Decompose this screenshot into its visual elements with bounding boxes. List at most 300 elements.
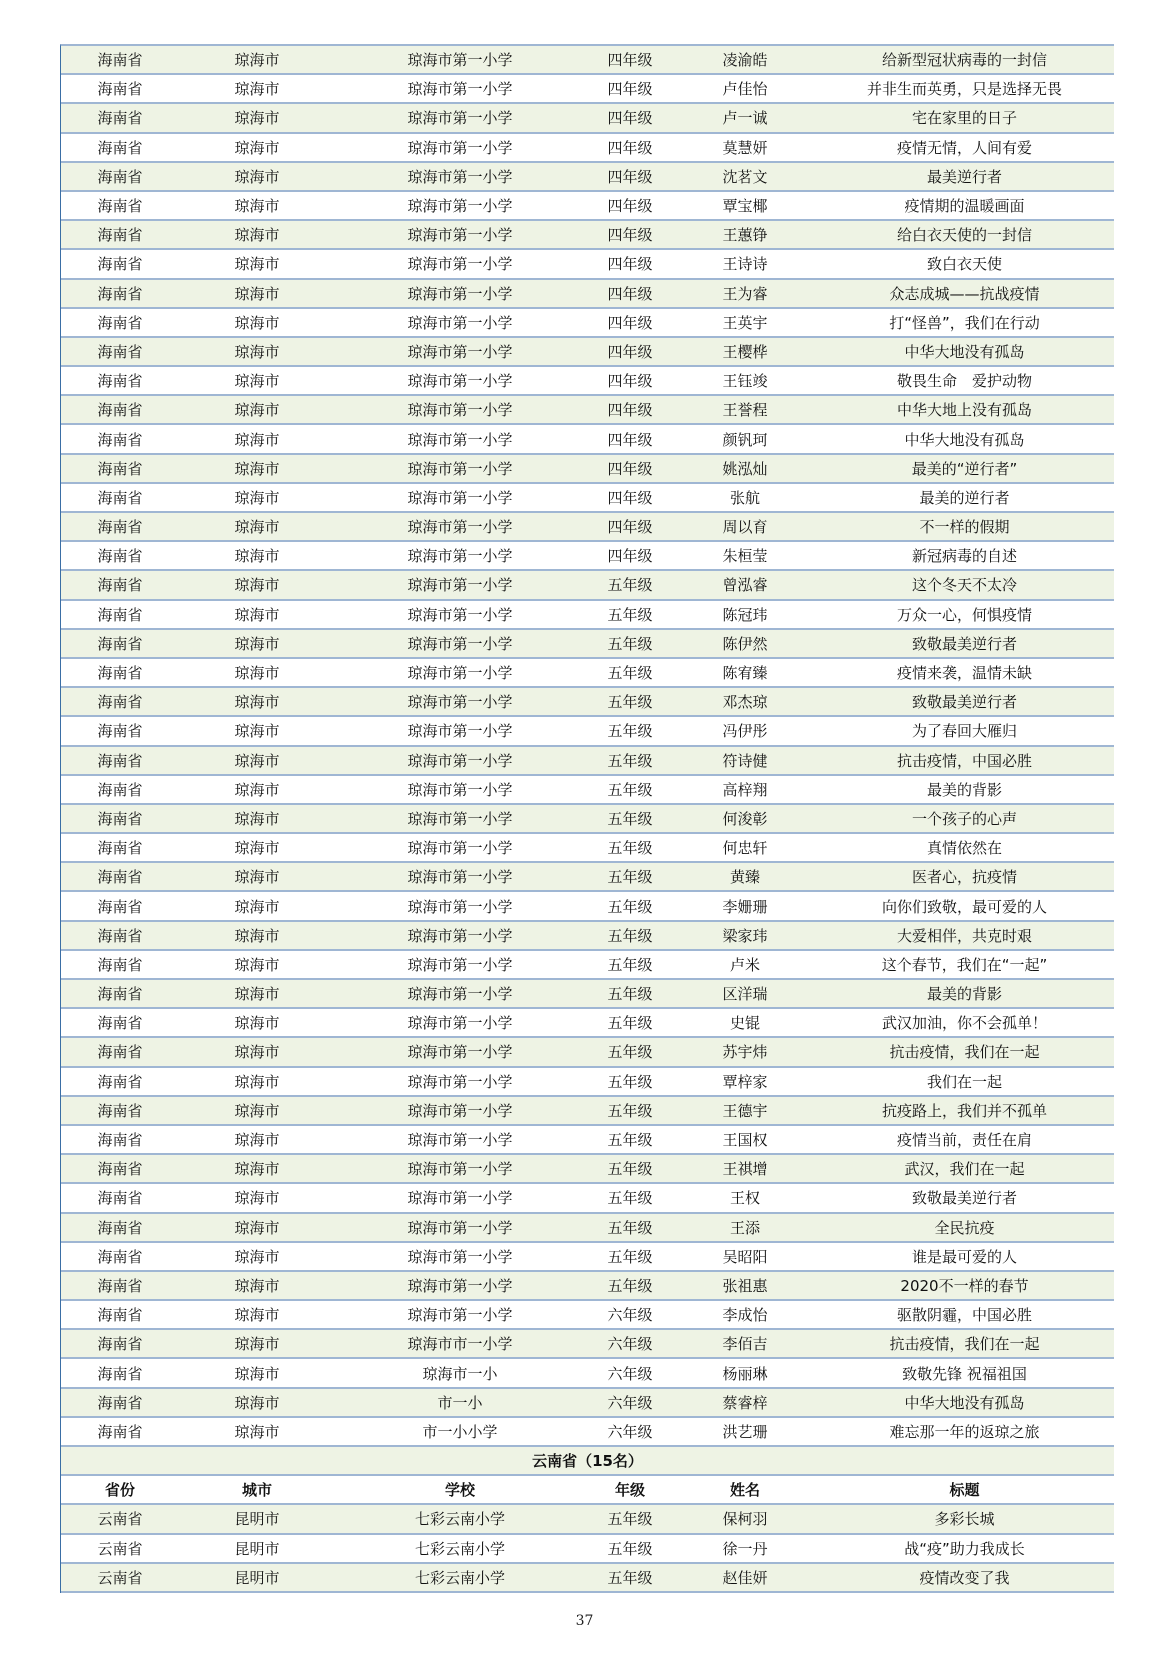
grade-cell: 五年级 [607,955,653,974]
title-cell: 向你们致敬，最可爱的人 [881,897,1047,916]
grade-cell: 四年级 [607,226,653,245]
name-cell: 王为睿 [722,284,768,303]
name-cell: 覃宝椰 [722,197,768,216]
table-row [61,922,1114,951]
city-cell: 琼海市 [234,985,280,1004]
title-cell: 2020不一样的春节 [900,1276,1029,1295]
province-cell: 海南省 [97,1247,143,1266]
title-cell: 谁是最可爱的人 [911,1247,1017,1266]
name-cell: 姚泓灿 [722,459,768,478]
city-cell: 琼海市 [234,167,280,186]
table-row [61,1155,1114,1184]
name-cell: 莫慧妍 [722,138,768,157]
page-number: 37 [575,1613,594,1629]
grade-cell: 四年级 [607,488,653,507]
school-cell: 琼海市第一小学 [407,693,513,712]
grade-cell: 六年级 [607,1422,653,1441]
school-cell: 琼海市第一小学 [407,839,513,858]
name-cell: 曾泓睿 [722,576,768,595]
table-row [61,1359,1114,1388]
name-cell: 洪艺珊 [722,1422,768,1441]
table-row [61,455,1114,484]
school-cell: 琼海市第一小学 [407,664,513,683]
name-cell: 王国权 [722,1131,768,1150]
name-cell: 卢佳怡 [722,80,768,99]
table-row [61,1535,1114,1564]
school-cell: 琼海市第一小学 [407,605,513,624]
grade-cell: 四年级 [607,80,653,99]
table-row [61,542,1114,571]
title-cell: 医者心，抗疫情 [911,868,1017,887]
grade-cell: 五年级 [607,751,653,770]
grade-cell: 五年级 [607,1510,653,1529]
school-cell: 琼海市第一小学 [407,51,513,70]
title-cell: 我们在一起 [926,1072,1002,1091]
school-cell: 七彩云南小学 [414,1539,505,1558]
city-cell: 琼海市 [234,372,280,391]
title-cell: 致敬最美逆行者 [911,634,1017,653]
school-cell: 琼海市第一小学 [407,1276,513,1295]
column-header: 年级 [614,1481,645,1500]
grade-cell: 四年级 [607,109,653,128]
table-row [61,688,1114,717]
school-cell: 琼海市第一小学 [407,897,513,916]
column-header: 姓名 [729,1481,760,1500]
title-cell: 最美逆行者 [926,167,1002,186]
province-cell: 海南省 [97,751,143,770]
city-cell: 琼海市 [234,255,280,274]
school-cell: 琼海市市一小学 [407,1335,513,1354]
column-header: 城市 [241,1481,272,1500]
grade-cell: 五年级 [607,780,653,799]
grade-cell: 五年级 [607,926,653,945]
province-cell: 海南省 [97,1043,143,1062]
school-cell: 琼海市第一小学 [407,488,513,507]
city-cell: 琼海市 [234,284,280,303]
grade-cell: 五年级 [607,1568,653,1587]
school-cell: 琼海市第一小学 [407,372,513,391]
school-cell: 七彩云南小学 [414,1568,505,1587]
province-cell: 海南省 [97,109,143,128]
award-list-table [60,44,1114,1593]
province-cell: 海南省 [97,255,143,274]
city-cell: 琼海市 [234,547,280,566]
school-cell: 琼海市第一小学 [407,985,513,1004]
school-cell: 琼海市第一小学 [407,780,513,799]
grade-cell: 五年级 [607,839,653,858]
name-cell: 保柯羽 [722,1510,768,1529]
school-cell: 琼海市第一小学 [407,197,513,216]
title-cell: 武汉，我们在一起 [904,1160,1025,1179]
table-row [61,46,1114,75]
city-cell: 琼海市 [234,1393,280,1412]
province-cell: 海南省 [97,605,143,624]
table-row [61,1389,1114,1418]
province-cell: 海南省 [97,313,143,332]
title-cell: 抗击疫情，我们在一起 [889,1335,1040,1354]
province-cell: 海南省 [97,518,143,537]
name-cell: 高梓翔 [722,780,768,799]
name-cell: 赵佳妍 [722,1568,768,1587]
table-row [61,1301,1114,1330]
table-row [61,1418,1114,1447]
city-cell: 琼海市 [234,809,280,828]
table-row [61,1214,1114,1243]
table-row [61,250,1114,279]
province-cell: 海南省 [97,401,143,420]
school-cell: 七彩云南小学 [414,1510,505,1529]
name-cell: 王诗诗 [722,255,768,274]
school-cell: 琼海市第一小学 [407,576,513,595]
city-cell: 琼海市 [234,1276,280,1295]
name-cell: 黄臻 [729,868,760,887]
title-cell: 敬畏生命 爱护动物 [896,372,1032,391]
grade-cell: 五年级 [607,1043,653,1062]
province-cell: 海南省 [97,868,143,887]
name-cell: 张航 [729,488,760,507]
city-cell: 琼海市 [234,488,280,507]
title-cell: 难忘那一年的返琼之旅 [889,1422,1040,1441]
province-cell: 云南省 [97,1568,143,1587]
school-cell: 琼海市第一小学 [407,167,513,186]
city-cell: 琼海市 [234,926,280,945]
table-row [61,717,1114,746]
school-cell: 琼海市第一小学 [407,1218,513,1237]
province-cell: 海南省 [97,1364,143,1383]
grade-cell: 四年级 [607,197,653,216]
title-cell: 打“怪兽”，我们在行动 [889,313,1040,332]
name-cell: 王德宇 [722,1101,768,1120]
name-cell: 王英宇 [722,313,768,332]
table-row [61,1330,1114,1359]
name-cell: 何浚彰 [722,809,768,828]
grade-cell: 五年级 [607,1014,653,1033]
grade-cell: 五年级 [607,1101,653,1120]
table-row [61,892,1114,921]
table-row [61,863,1114,892]
table-row [61,571,1114,600]
title-cell: 中华大地上没有孤岛 [896,401,1032,420]
school-cell: 琼海市第一小学 [407,1189,513,1208]
school-cell: 琼海市第一小学 [407,80,513,99]
table-row [61,980,1114,1009]
title-cell: 全民抗疫 [934,1218,995,1237]
name-cell: 区洋瑞 [722,985,768,1004]
school-cell: 琼海市第一小学 [407,138,513,157]
school-cell: 琼海市第一小学 [407,1072,513,1091]
grade-cell: 六年级 [607,1364,653,1383]
province-cell: 海南省 [97,430,143,449]
name-cell: 李成怡 [722,1306,768,1325]
name-cell: 张祖惠 [722,1276,768,1295]
table-row [61,1038,1114,1067]
table-row [61,1272,1114,1301]
name-cell: 朱桓莹 [722,547,768,566]
table-row [61,75,1114,104]
table-row [61,192,1114,221]
name-cell: 王祺增 [722,1160,768,1179]
school-cell: 琼海市第一小学 [407,1101,513,1120]
school-cell: 市一小 [437,1393,483,1412]
school-cell: 琼海市第一小学 [407,430,513,449]
section-title: 云南省（15名） [61,1447,1114,1476]
school-cell: 琼海市第一小学 [407,226,513,245]
title-cell: 最美的背影 [926,780,1002,799]
school-cell: 琼海市第一小学 [407,255,513,274]
city-cell: 琼海市 [234,459,280,478]
province-cell: 海南省 [97,926,143,945]
name-cell: 王权 [729,1189,760,1208]
grade-cell: 四年级 [607,459,653,478]
name-cell: 王钰竣 [722,372,768,391]
province-cell: 海南省 [97,1131,143,1150]
table-row [61,484,1114,513]
grade-cell: 五年级 [607,868,653,887]
grade-cell: 五年级 [607,809,653,828]
province-cell: 海南省 [97,1218,143,1237]
name-cell: 王誉程 [722,401,768,420]
grade-cell: 五年级 [607,1276,653,1295]
table-row [61,805,1114,834]
school-cell: 琼海市第一小学 [407,751,513,770]
name-cell: 王樱桦 [722,342,768,361]
school-cell: 琼海市第一小学 [407,459,513,478]
province-cell: 海南省 [97,693,143,712]
city-cell: 琼海市 [234,722,280,741]
title-cell: 疫情期的温暖画面 [904,197,1025,216]
city-cell: 琼海市 [234,430,280,449]
title-cell: 给白衣天使的一封信 [896,226,1032,245]
title-cell: 给新型冠状病毒的一封信 [881,51,1047,70]
grade-cell: 五年级 [607,1218,653,1237]
grade-cell: 五年级 [607,634,653,653]
province-cell: 海南省 [97,342,143,361]
name-cell: 王添 [729,1218,760,1237]
city-cell: 琼海市 [234,313,280,332]
city-cell: 琼海市 [234,401,280,420]
province-cell: 云南省 [97,1539,143,1558]
title-cell: 众志成城——抗战疫情 [889,284,1040,303]
grade-cell: 五年级 [607,1131,653,1150]
province-cell: 海南省 [97,722,143,741]
title-cell: 这个冬天不太冷 [911,576,1017,595]
column-header: 省份 [104,1481,135,1500]
name-cell: 覃梓家 [722,1072,768,1091]
grade-cell: 五年级 [607,985,653,1004]
province-cell: 海南省 [97,897,143,916]
name-cell: 何忠轩 [722,839,768,858]
school-cell: 琼海市第一小学 [407,313,513,332]
title-cell: 真情依然在 [926,839,1002,858]
grade-cell: 五年级 [607,1539,653,1558]
province-cell: 海南省 [97,576,143,595]
title-cell: 中华大地没有孤岛 [904,430,1025,449]
table-row [61,747,1114,776]
table-row [61,1564,1114,1593]
province-cell: 海南省 [97,809,143,828]
school-cell: 琼海市第一小学 [407,547,513,566]
grade-cell: 四年级 [607,167,653,186]
table-row [61,951,1114,980]
city-cell: 琼海市 [234,1364,280,1383]
grade-cell: 五年级 [607,1189,653,1208]
city-cell: 琼海市 [234,1218,280,1237]
province-cell: 海南省 [97,634,143,653]
city-cell: 琼海市 [234,1043,280,1062]
city-cell: 琼海市 [234,780,280,799]
city-cell: 琼海市 [234,51,280,70]
name-cell: 梁家玮 [722,926,768,945]
table-row [61,776,1114,805]
table-row [61,1126,1114,1155]
school-cell: 琼海市第一小学 [407,1160,513,1179]
table-row [61,280,1114,309]
city-cell: 琼海市 [234,342,280,361]
name-cell: 王蕙铮 [722,226,768,245]
grade-cell: 四年级 [607,138,653,157]
province-cell: 海南省 [97,138,143,157]
title-cell: 这个春节，我们在“一起” [881,955,1048,974]
school-cell: 琼海市第一小学 [407,401,513,420]
table-row [61,513,1114,542]
school-cell: 琼海市第一小学 [407,634,513,653]
grade-cell: 四年级 [607,518,653,537]
city-cell: 琼海市 [234,226,280,245]
city-cell: 琼海市 [234,1247,280,1266]
table-row [61,367,1114,396]
table-row [61,1068,1114,1097]
grade-cell: 四年级 [607,284,653,303]
title-cell: 抗击疫情，中国必胜 [896,751,1032,770]
school-cell: 琼海市第一小学 [407,1131,513,1150]
table-row [61,601,1114,630]
title-cell: 为了春回大雁归 [911,722,1017,741]
city-cell: 琼海市 [234,1131,280,1150]
name-cell: 沈茗文 [722,167,768,186]
province-cell: 海南省 [97,839,143,858]
name-cell: 陈宥臻 [722,664,768,683]
table-row [61,630,1114,659]
school-cell: 琼海市第一小学 [407,722,513,741]
grade-cell: 五年级 [607,722,653,741]
table-row [61,221,1114,250]
city-cell: 琼海市 [234,1422,280,1441]
grade-cell: 四年级 [607,401,653,420]
city-cell: 琼海市 [234,518,280,537]
title-cell: 最美的背影 [926,985,1002,1004]
grade-cell: 五年级 [607,897,653,916]
title-cell: 疫情当前，责任在肩 [896,1131,1032,1150]
table-row [61,1009,1114,1038]
table-row [61,104,1114,133]
grade-cell: 五年级 [607,576,653,595]
city-cell: 琼海市 [234,1189,280,1208]
column-header: 标题 [949,1481,980,1500]
grade-cell: 四年级 [607,342,653,361]
title-cell: 疫情无情，人间有爱 [896,138,1032,157]
table-row [61,1243,1114,1272]
title-cell: 致白衣天使 [926,255,1002,274]
table-row [61,338,1114,367]
city-cell: 昆明市 [234,1510,280,1529]
city-cell: 琼海市 [234,1014,280,1033]
name-cell: 凌渝皓 [722,51,768,70]
name-cell: 杨丽琳 [722,1364,768,1383]
title-cell: 万众一心，何惧疫情 [896,605,1032,624]
title-cell: 中华大地没有孤岛 [904,1393,1025,1412]
table-header-row [61,1476,1114,1505]
province-cell: 海南省 [97,547,143,566]
city-cell: 琼海市 [234,839,280,858]
title-cell: 致敬最美逆行者 [911,693,1017,712]
province-cell: 海南省 [97,197,143,216]
title-cell: 中华大地没有孤岛 [904,342,1025,361]
table-row [61,1505,1114,1534]
table-row [61,425,1114,454]
school-cell: 琼海市第一小学 [407,342,513,361]
title-cell: 最美的“逆行者” [911,459,1018,478]
city-cell: 琼海市 [234,1306,280,1325]
school-cell: 琼海市第一小学 [407,518,513,537]
city-cell: 琼海市 [234,1101,280,1120]
city-cell: 昆明市 [234,1568,280,1587]
name-cell: 吴昭阳 [722,1247,768,1266]
province-cell: 海南省 [97,167,143,186]
grade-cell: 六年级 [607,1393,653,1412]
province-cell: 海南省 [97,226,143,245]
grade-cell: 四年级 [607,51,653,70]
name-cell: 史锟 [729,1014,760,1033]
city-cell: 琼海市 [234,868,280,887]
school-cell: 琼海市第一小学 [407,1247,513,1266]
school-cell: 琼海市第一小学 [407,1043,513,1062]
city-cell: 琼海市 [234,634,280,653]
grade-cell: 四年级 [607,547,653,566]
title-cell: 致敬最美逆行者 [911,1189,1017,1208]
city-cell: 琼海市 [234,605,280,624]
name-cell: 李姗珊 [722,897,768,916]
province-cell: 海南省 [97,664,143,683]
city-cell: 琼海市 [234,197,280,216]
school-cell: 琼海市第一小学 [407,284,513,303]
province-cell: 海南省 [97,1101,143,1120]
name-cell: 卢一诚 [722,109,768,128]
name-cell: 徐一丹 [722,1539,768,1558]
name-cell: 蔡睿梓 [722,1393,768,1412]
city-cell: 琼海市 [234,955,280,974]
name-cell: 李佰吉 [722,1335,768,1354]
province-cell: 海南省 [97,488,143,507]
city-cell: 琼海市 [234,1335,280,1354]
province-cell: 海南省 [97,1014,143,1033]
grade-cell: 五年级 [607,1160,653,1179]
table-row [61,1184,1114,1213]
school-cell: 琼海市第一小学 [407,809,513,828]
column-header: 学校 [444,1481,475,1500]
name-cell: 符诗健 [722,751,768,770]
city-cell: 琼海市 [234,80,280,99]
school-cell: 琼海市一小 [422,1364,498,1383]
province-cell: 云南省 [97,1510,143,1529]
school-cell: 琼海市第一小学 [407,109,513,128]
table-row [61,659,1114,688]
province-cell: 海南省 [97,80,143,99]
title-cell: 多彩长城 [934,1510,995,1529]
province-cell: 海南省 [97,459,143,478]
grade-cell: 六年级 [607,1335,653,1354]
city-cell: 琼海市 [234,109,280,128]
city-cell: 琼海市 [234,751,280,770]
